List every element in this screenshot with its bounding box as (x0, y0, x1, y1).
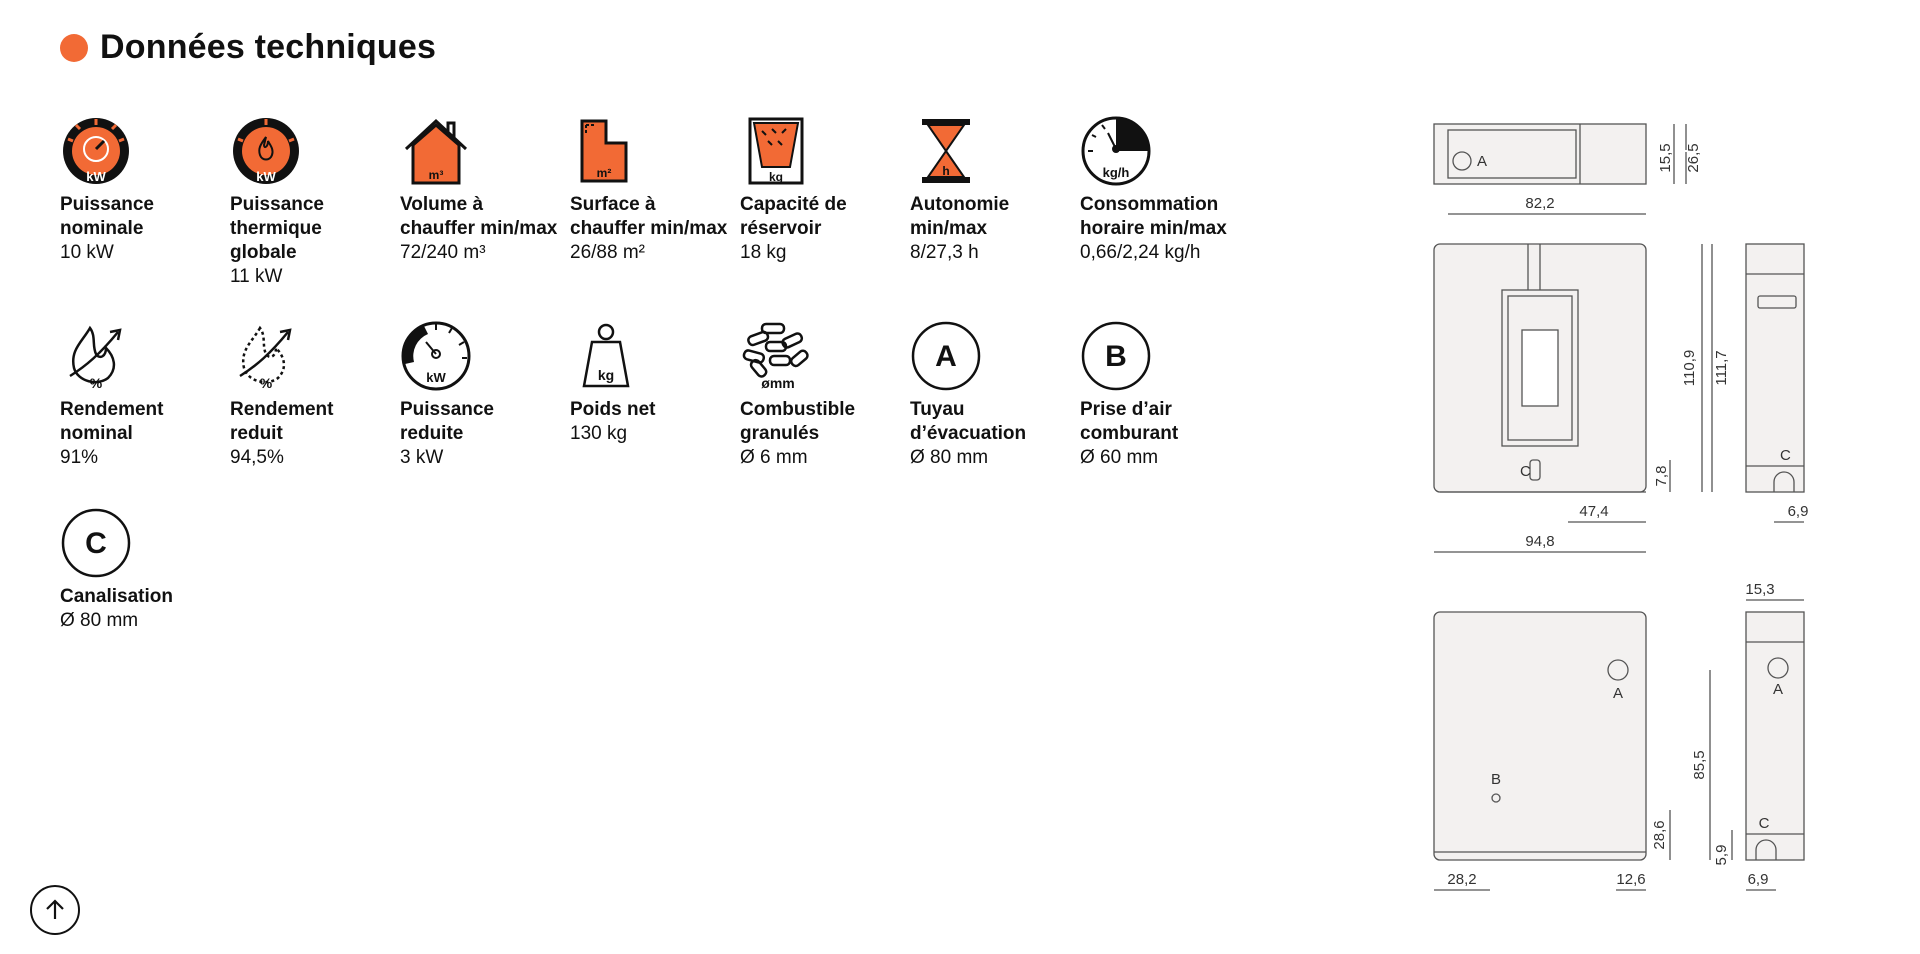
letter-a-icon (910, 320, 982, 392)
spec-puissance-nominale (60, 115, 220, 265)
spec-rendement-nominal (60, 320, 220, 470)
consumption-gauge-icon (1080, 115, 1152, 187)
svg-text:%: % (89, 375, 103, 391)
technical-drawing (1420, 110, 1820, 900)
top-view-h2: 26,5 (1685, 143, 1702, 173)
spec-label: Rendement reduit (230, 399, 334, 444)
side-back-view-base: 5,9 (1713, 844, 1730, 866)
spec-value: 26/88 m² (570, 242, 645, 263)
top-view-width: 82,2 (1525, 195, 1555, 212)
front-view-window (1522, 330, 1558, 406)
spec-tuyau (910, 320, 1070, 470)
spec-volume (400, 115, 560, 265)
top-view-label-a: A (1477, 153, 1488, 170)
spec-consommation (1080, 115, 1240, 265)
spec-value: 18 kg (740, 242, 787, 263)
spec-label: Puissance reduite (400, 399, 494, 444)
tank-capacity-icon (740, 115, 812, 187)
front-view-height1: 110,9 (1681, 349, 1698, 387)
side-back-view-body (1746, 612, 1804, 860)
reduced-power-gauge-icon (400, 320, 472, 392)
spec-label: Puissance thermique globale (230, 194, 324, 263)
spec-autonomie (910, 115, 1070, 265)
scroll-to-top-button[interactable] (30, 885, 80, 935)
thermal-power-icon (230, 115, 302, 187)
spec-prise-air (1080, 320, 1240, 470)
spec-combustible (740, 320, 900, 470)
svg-text:ømm: ømm (761, 375, 795, 391)
front-view-height2: 111,7 (1713, 350, 1730, 386)
spec-capacite (740, 115, 900, 265)
back-view-a-height: 85,5 (1691, 750, 1708, 780)
side-back-view-label-a: A (1772, 681, 1784, 698)
svg-text:kg/h: kg/h (1102, 165, 1130, 180)
back-view-right: 12,6 (1616, 871, 1646, 888)
front-view-label-c: C (1520, 463, 1531, 480)
floor-surface-icon (570, 115, 642, 187)
svg-text:kW: kW (86, 169, 106, 184)
weight-icon (570, 320, 642, 392)
spec-poids (570, 320, 730, 446)
spec-label: Consommation horaire min/max (1080, 194, 1227, 239)
svg-text:m²: m² (596, 166, 612, 180)
letter-b-icon (1080, 320, 1152, 392)
back-view-b-height: 28,6 (1651, 820, 1668, 850)
spec-label: Combustible granulés (740, 399, 856, 444)
spec-puissance-reduite (400, 320, 560, 470)
front-view-half-width: 47,4 (1579, 503, 1609, 520)
svg-text:C: C (85, 527, 107, 560)
side-back-view-top: 15,3 (1745, 581, 1775, 598)
spec-rendement-reduit (230, 320, 390, 470)
section-header (60, 28, 436, 67)
spec-value: 91% (60, 447, 99, 468)
svg-text:%: % (259, 375, 273, 391)
svg-text:A: A (935, 340, 957, 373)
front-view-base: 7,8 (1653, 465, 1670, 487)
spec-value: 3 kW (400, 447, 444, 468)
pellets-icon (740, 320, 812, 392)
spec-value: 94,5% (230, 447, 284, 468)
side-view-body (1746, 244, 1804, 492)
spec-label: Prise d’air comburant (1080, 399, 1179, 444)
letter-c-icon (60, 507, 132, 579)
spec-value: Ø 6 mm (740, 447, 808, 468)
page-title: Données techniques (100, 28, 437, 66)
back-view-body (1434, 612, 1646, 860)
side-view-depth-base: 6,9 (1787, 503, 1809, 520)
svg-text:kg: kg (597, 367, 615, 383)
spec-value: 11 kW (230, 266, 283, 287)
spec-value: Ø 80 mm (60, 610, 139, 631)
spec-label: Capacité de réservoir (740, 194, 847, 239)
top-view-h1: 15,5 (1657, 143, 1674, 173)
spec-label: Volume à chauffer min/max (400, 194, 558, 239)
arrow-up-icon (42, 897, 68, 923)
spec-value: Ø 80 mm (910, 447, 989, 468)
spec-value: 130 kg (570, 423, 628, 444)
side-back-view-label-c: C (1758, 815, 1770, 832)
top-view-body (1434, 124, 1646, 184)
side-view-label-c: C (1780, 447, 1791, 464)
spec-label: Surface à chauffer min/max (570, 194, 728, 239)
spec-label: Autonomie min/max (910, 194, 1010, 239)
spec-canalisation (60, 507, 220, 633)
svg-text:m³: m³ (428, 168, 444, 182)
svg-text:kg: kg (768, 170, 784, 184)
back-view-label-a: A (1612, 685, 1624, 702)
svg-text:B: B (1105, 340, 1127, 373)
spec-label: Puissance nominale (60, 194, 154, 239)
spec-surface (570, 115, 730, 265)
svg-text:h: h (942, 164, 950, 178)
spec-puissance-thermique (230, 115, 390, 289)
house-volume-icon (400, 115, 472, 187)
spec-value: Ø 60 mm (1080, 447, 1159, 468)
spec-value: 8/27,3 h (910, 242, 979, 263)
hourglass-icon (910, 115, 982, 187)
reduced-efficiency-icon (230, 320, 302, 392)
spec-label: Poids net (570, 399, 656, 420)
accent-dot (60, 34, 88, 62)
svg-text:kW: kW (256, 169, 276, 184)
side-back-view-depth-base: 6,9 (1747, 871, 1769, 888)
nominal-efficiency-icon (60, 320, 132, 392)
back-view-left: 28,2 (1447, 871, 1477, 888)
back-view-label-b: B (1490, 771, 1502, 788)
spec-label: Rendement nominal (60, 399, 164, 444)
spec-value: 72/240 m³ (400, 242, 486, 263)
svg-text:kW: kW (426, 370, 446, 385)
spec-label: Canalisation (60, 586, 173, 607)
front-view-width: 94,8 (1525, 533, 1555, 550)
spec-value: 10 kW (60, 242, 114, 263)
spec-label: Tuyau d’évacuation (910, 399, 1027, 444)
power-gauge-icon (60, 115, 132, 187)
spec-value: 0,66/2,24 kg/h (1080, 242, 1201, 263)
